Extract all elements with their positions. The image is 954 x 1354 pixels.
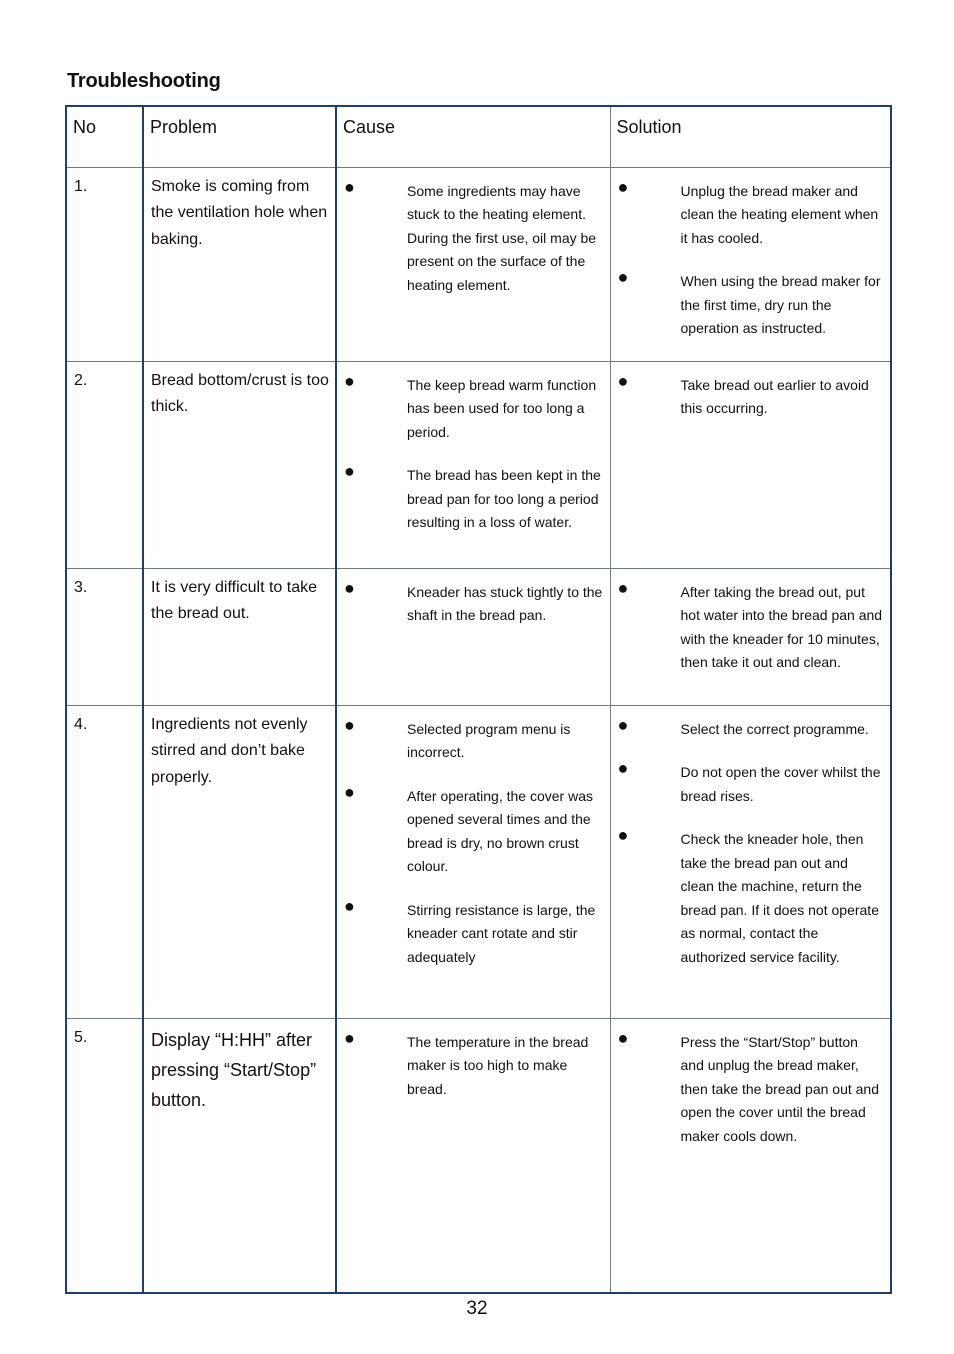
problem-text: Display “H:HH” after pressing “Start/Stop” button. — [143, 1018, 336, 1293]
bullet-icon: ● — [344, 577, 355, 598]
bullet-icon: ● — [617, 714, 629, 735]
solution-item: ● Check the kneader hole, then take the bread pan out and clean the machine, return the bread pan. If it does not operate as normal, contact the authorized service facility. — [617, 825, 879, 965]
cause-cell — [336, 1018, 610, 1293]
bullet-icon: ● — [344, 461, 355, 481]
cause-cell — [336, 568, 610, 705]
header-cause: Cause — [336, 106, 610, 167]
row-number: 3. — [66, 568, 143, 705]
bullet-icon: ● — [344, 1027, 355, 1048]
bullet-icon: ● — [344, 714, 355, 735]
bullet-icon: ● — [617, 577, 629, 598]
solution-item: ● Take bread out earlier to avoid this occurring. — [617, 370, 869, 416]
table-row — [66, 568, 891, 705]
cause-item: ● The bread has been kept in the bread pan for too long a period resulting in a loss of water. — [344, 461, 601, 530]
row-number: 4. — [66, 705, 143, 1018]
cause-cell — [336, 167, 610, 361]
solution-cell — [610, 705, 891, 1018]
table-row — [66, 1018, 891, 1293]
row-number: 5. — [66, 1018, 143, 1293]
page-number: 32 — [466, 1298, 488, 1319]
header-no: No — [66, 106, 143, 167]
bullet-icon: ● — [617, 825, 629, 845]
cause-item: ● Selected program menu is incorrect. — [344, 714, 571, 760]
solution-item: ● After taking the bread out, put hot water into the bread pan and with the kneader for 10 minutes, then take it out and clean. — [617, 577, 883, 670]
bullet-icon: ● — [617, 758, 629, 778]
table-row — [66, 167, 891, 361]
solution-cell — [610, 568, 891, 705]
bullet-icon: ● — [344, 781, 355, 802]
bullet-icon: ● — [617, 1027, 629, 1048]
solution-cell — [610, 1018, 891, 1293]
problem-text: Smoke is coming from the ventilation hole when baking. — [143, 167, 336, 361]
page-title: Troubleshooting — [67, 70, 221, 92]
cause-item: ● Kneader has stuck tightly to the shaft in the bread pan. — [344, 577, 603, 623]
problem-text: It is very difficult to take the bread out. — [143, 568, 336, 705]
bullet-icon: ● — [344, 176, 355, 197]
row-number: 2. — [66, 361, 143, 568]
cause-cell — [336, 361, 610, 568]
cause-item: ● Some ingredients may have stuck to the heating element. During the first use, oil may be present on the surface of the heating element. — [344, 176, 597, 293]
bullet-icon: ● — [344, 895, 355, 916]
problem-text: Ingredients not evenly stirred and don’t bake properly. — [143, 705, 336, 1018]
cause-item: ● After operating, the cover was opened several times and the bread is dry, no brown crust colour. — [344, 781, 593, 874]
solution-item: ● When using the bread maker for the first time, dry run the operation as instructed. — [617, 267, 881, 336]
solution-item: ● Do not open the cover whilst the bread rises. — [617, 758, 881, 804]
solution-cell — [610, 167, 891, 361]
problem-text: Bread bottom/crust is too thick. — [143, 361, 336, 568]
header-problem: Problem — [143, 106, 336, 167]
solution-item: ● Select the correct programme. — [617, 714, 869, 737]
cause-item: ● Stirring resistance is large, the kneader cant rotate and stir adequately — [344, 895, 596, 965]
bullet-icon: ● — [617, 176, 629, 197]
solution-item: ● Press the “Start/Stop” button and unplug the bread maker, then take the bread pan out and open the cover until the bread maker cools down. — [617, 1027, 879, 1144]
bullet-icon: ● — [617, 267, 629, 287]
troubleshooting-table — [65, 105, 892, 1294]
header-solution: Solution — [610, 106, 891, 167]
row-number: 1. — [66, 167, 143, 361]
cause-item: ● The keep bread warm function has been used for too long a period. — [344, 370, 597, 440]
bullet-icon: ● — [617, 370, 629, 391]
table-row — [66, 361, 891, 568]
cause-cell — [336, 705, 610, 1018]
bullet-icon: ● — [344, 370, 355, 391]
solution-item: ● Unplug the bread maker and clean the heating element when it has cooled. — [617, 176, 879, 246]
table-row — [66, 705, 891, 1018]
table-header-row — [66, 106, 891, 167]
solution-cell — [610, 361, 891, 568]
cause-item: ● The temperature in the bread maker is too high to make bread. — [344, 1027, 589, 1097]
